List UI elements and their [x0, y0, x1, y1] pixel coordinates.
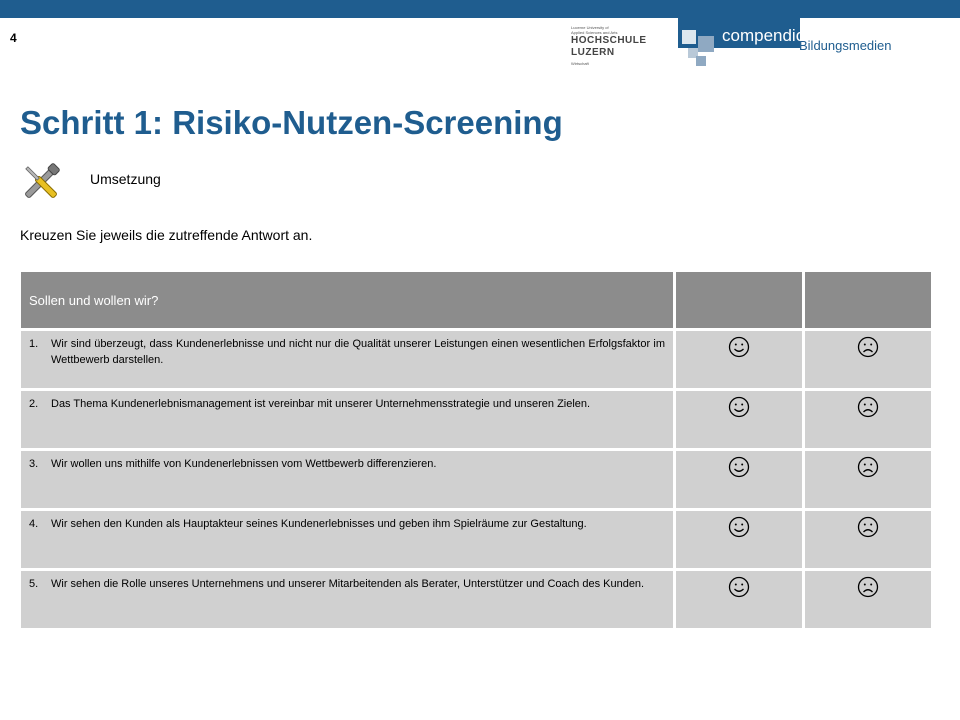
- disagree-option[interactable]: [805, 571, 931, 628]
- sad-face-icon: [857, 516, 879, 538]
- statement-text: Wir sind überzeugt, dass Kundenerlebnisse und nicht nur die Qualität unserer Leistungen einen wesentlichen Erfolgsfaktor im Wettbewerb darstellen.: [51, 338, 665, 366]
- statement-text: Wir sehen die Rolle unseres Unternehmens und unserer Mitarbeitenden als Berater, Unterstützer und Coach des Kunden.: [51, 578, 645, 590]
- agree-option[interactable]: [676, 391, 802, 448]
- sad-face-icon: [857, 336, 879, 358]
- statement-cell: [21, 511, 673, 568]
- sad-face-icon: [857, 396, 879, 418]
- table-row: [21, 391, 931, 448]
- agree-option[interactable]: [676, 571, 802, 628]
- statement-number: 4.: [29, 518, 39, 530]
- hslu-name-line-1: HOCHSCHULE: [571, 35, 647, 46]
- instruction-text: Kreuzen Sie jeweils die zutreffende Antwort an.: [20, 227, 313, 243]
- section-label: Umsetzung: [90, 171, 161, 187]
- statement-number: 3.: [29, 458, 39, 470]
- sad-face-icon: [857, 576, 879, 598]
- statement-text: Das Thema Kundenerlebnismanagement ist vereinbar mit unserer Unternehmensstrategie und unseren Zielen.: [51, 398, 591, 410]
- smiley-face-icon: [728, 396, 750, 418]
- top-bar: [0, 0, 960, 18]
- hslu-department: Wirtschaft: [571, 61, 589, 66]
- statement-number: 5.: [29, 578, 39, 590]
- agree-option[interactable]: [676, 451, 802, 508]
- disagree-option[interactable]: [805, 511, 931, 568]
- statement-number: 1.: [29, 338, 39, 350]
- hslu-logo: [571, 25, 671, 66]
- disagree-option[interactable]: [805, 331, 931, 388]
- smiley-face-icon: [728, 576, 750, 598]
- hslu-small-line-1: Lucerne University of: [571, 25, 609, 30]
- table-header-no: [805, 272, 931, 328]
- statement-cell: [21, 331, 673, 388]
- sad-face-icon: [857, 456, 879, 478]
- table-row: [21, 511, 931, 568]
- agree-option[interactable]: [676, 331, 802, 388]
- statement-cell: [21, 451, 673, 508]
- table-row: [21, 331, 931, 388]
- statement-text: Wir sehen den Kunden als Hauptakteur seines Kundenerlebnisses und geben ihm Spielräume zur Gestaltung.: [51, 518, 587, 530]
- compendio-name: compendio: [722, 26, 806, 45]
- table-row: [21, 451, 931, 508]
- tools-icon: [18, 160, 64, 204]
- agree-option[interactable]: [676, 511, 802, 568]
- statement-number: 2.: [29, 398, 39, 410]
- smiley-face-icon: [728, 456, 750, 478]
- statement-cell: [21, 571, 673, 628]
- page-number: 4: [10, 31, 17, 45]
- screening-table: [18, 269, 934, 631]
- compendio-subtitle: Bildungsmedien: [799, 38, 892, 53]
- smiley-face-icon: [728, 516, 750, 538]
- disagree-option[interactable]: [805, 391, 931, 448]
- table-header-question: Sollen und wollen wir?: [21, 272, 673, 328]
- hslu-small-line-2: Applied Sciences and Arts: [571, 30, 618, 35]
- statement-text: Wir wollen uns mithilfe von Kundenerlebnissen vom Wettbewerb differenzieren.: [51, 458, 437, 470]
- compendio-squares-icon: [682, 30, 718, 70]
- table-header-row: [21, 272, 931, 328]
- statement-cell: [21, 391, 673, 448]
- hslu-name-line-2: LUZERN: [571, 47, 615, 58]
- smiley-face-icon: [728, 336, 750, 358]
- page-title: Schritt 1: Risiko-Nutzen-Screening: [20, 104, 563, 141]
- disagree-option[interactable]: [805, 451, 931, 508]
- table-header-yes: [676, 272, 802, 328]
- table-row: [21, 571, 931, 628]
